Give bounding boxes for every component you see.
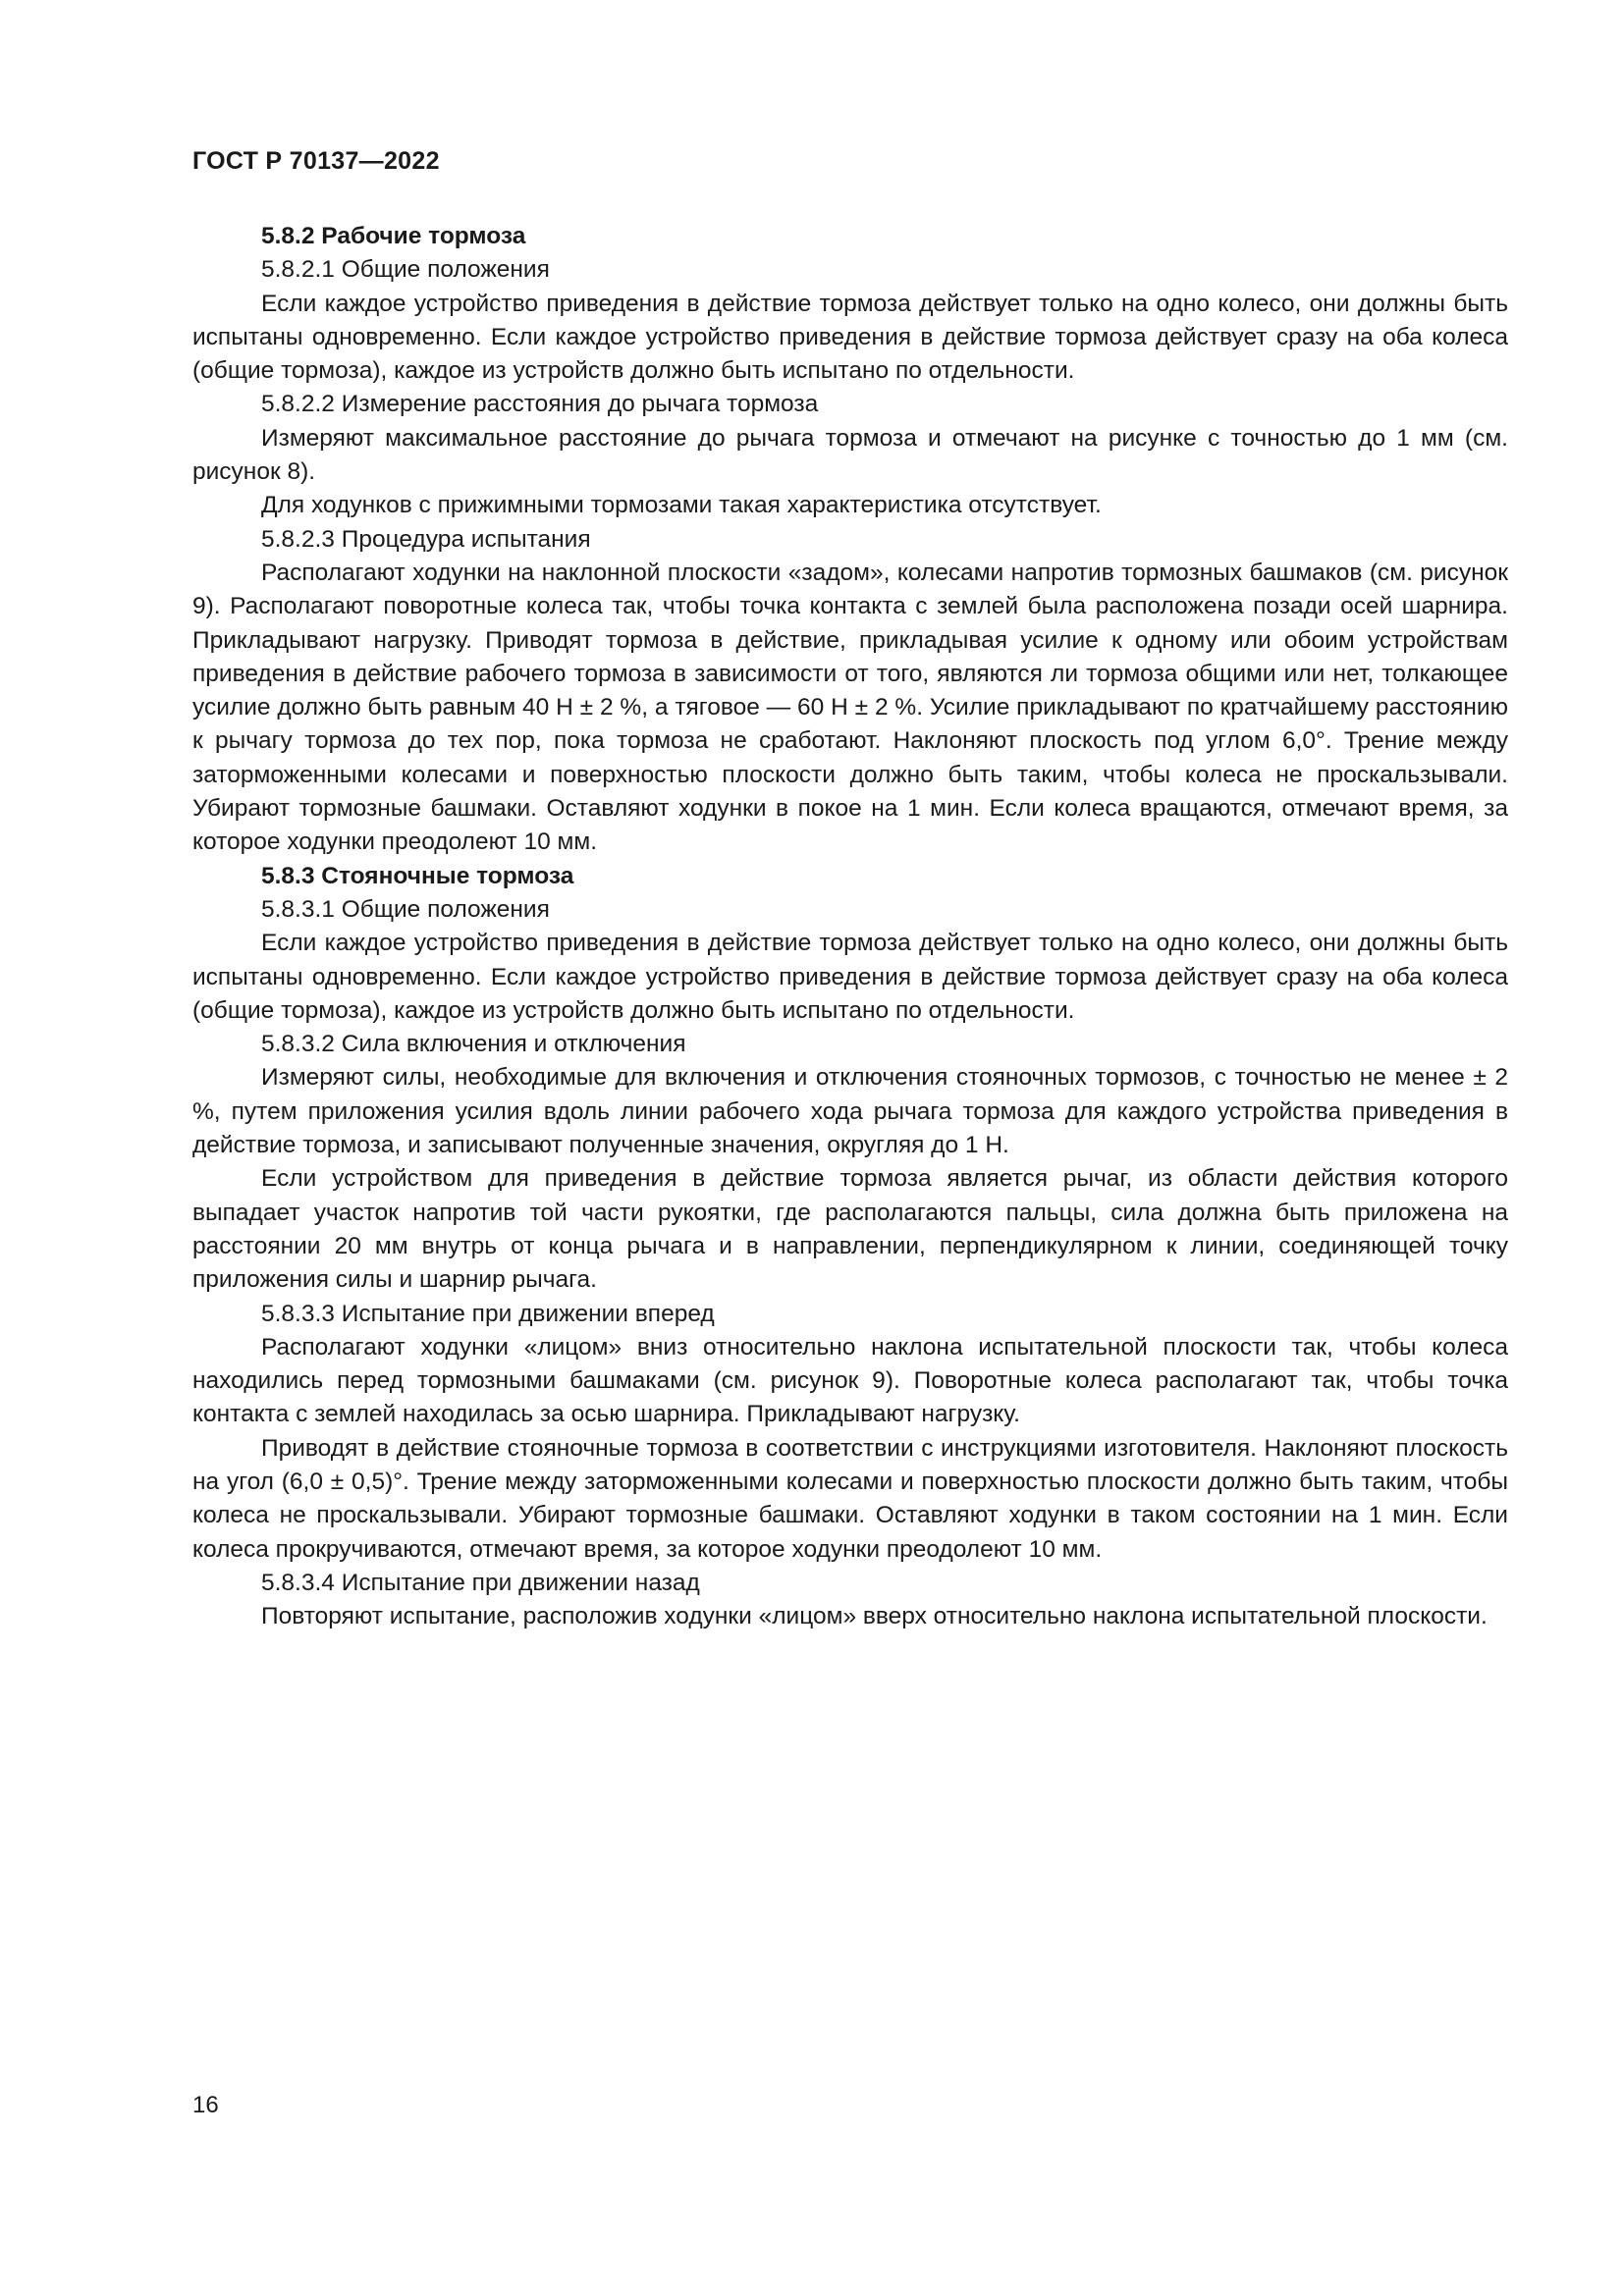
paragraph: Повторяют испытание, расположив ходунки «лицом» вверх относительно наклона испытательной плоскости. (261, 1603, 1488, 1630)
page-number: 16 (192, 2092, 219, 2118)
section-title: 5.8.3 Стояночные тормоза (261, 862, 574, 889)
subsection-title: 5.8.3.2 Сила включения и отключения (261, 1031, 686, 1058)
subsection-title: 5.8.2.1 Общие положения (261, 256, 550, 284)
subsection-title: 5.8.2.3 Процедура испытания (261, 525, 591, 553)
section-title: 5.8.2 Рабочие тормоза (261, 223, 526, 249)
paragraph: Располагают ходунки на наклонной плоскости «задом», колесами напротив тормозных башмаков (см. рисунок 9). Располагают поворотные колеса так, чтобы точка контакта с землей была расположена позади осей шарнира. Прикладывают нагрузку. Приводят тормоза в действие, прикладывая усилие к одному или обоим устройствам приведения в действие рабочего тормоза в зависимости от того, являются ли тормоза общими или нет, толкающее усилие должно быть равным 40 Н ± 2 %, а тяговое — 60 Н ± 2 %. Усилие прикладывают по кратчайшему расстоянию к рычагу тормоза до тех пор, пока тормоза не сработают. Наклоняют плоскость под углом 6,0°. Трение между заторможенными колесами и поверхностью плоскости должно быть таким, чтобы колеса не проскальзывали. Убирают тормозные башмаки. Оставляют ходунки в покое на 1 мин. Если колеса вращаются, отмечают время, за которое ходунки преодолеют 10 мм. (192, 559, 1508, 856)
paragraph: Располагают ходунки «лицом» вниз относительно наклона испытательной плоскости так, чтобы колеса находились перед тормозными башмаками (см. рисунок 9). Поворотные колеса располагают так, чтобы точка контакта с землей находилась за осью шарнира. Прикладывают нагрузку. (192, 1333, 1508, 1428)
subsection-title: 5.8.3.3 Испытание при движении вперед (261, 1300, 715, 1327)
paragraph: Приводят в действие стояночные тормоза в соответствии с инструкциями изготовителя. Наклоняют плоскость на угол (6,0 ± 0,5)°. Трение между заторможенными колесами и поверхностью плоскости должно быть таким, чтобы колеса не проскальзывали. Убирают тормозные башмаки. Оставляют ходунки в таком состоянии на 1 мин. Если колеса прокручиваются, отмечают время, за которое ходунки преодолеют 10 мм. (192, 1434, 1508, 1563)
paragraph: Для ходунков с прижимными тормозами такая характеристика отсутствует. (261, 492, 1102, 519)
paragraph: Измеряют силы, необходимые для включения и отключения стояночных тормозов, с точностью не менее ± 2 %, путем приложения усилия вдоль линии рабочего хода рычага тормоза для каждого устройства приведения в действие тормоза, и записывают полученные значения, округляя до 1 Н. (192, 1064, 1508, 1159)
paragraph: Если каждое устройство приведения в действие тормоза действует только на одно колесо, они должны быть испытаны одновременно. Если каждое устройство приведения в действие тормоза действует сразу на оба колеса (общие тормоза), каждое из устройств должно быть испытано по отдельности. (192, 930, 1508, 1024)
subsection-title: 5.8.3.1 Общие положения (261, 895, 550, 923)
document-body (192, 220, 1508, 1633)
document-code-header: ГОСТ Р 70137—2022 (192, 147, 440, 175)
paragraph: Если устройством для приведения в действие тормоза является рычаг, из области действия которого выпадает участок напротив той части рукоятки, где располагаются пальцы, сила должна быть приложена на расстоянии 20 мм внутрь от конца рычага и в направлении, перпендикулярном к линии, соединяющей точку приложения силы и шарнир рычага. (192, 1165, 1508, 1294)
paragraph: Если каждое устройство приведения в действие тормоза действует только на одно колесо, они должны быть испытаны одновременно. Если каждое устройство приведения в действие тормоза действует сразу на оба колеса (общие тормоза), каждое из устройств должно быть испытано по отдельности. (192, 290, 1508, 385)
paragraph: Измеряют максимальное расстояние до рычага тормоза и отмечают на рисунке с точностью до 1 мм (см. рисунок 8). (192, 424, 1508, 486)
subsection-title: 5.8.3.4 Испытание при движении назад (261, 1569, 700, 1596)
subsection-title: 5.8.2.2 Измерение расстояния до рычага тормоза (261, 391, 819, 418)
